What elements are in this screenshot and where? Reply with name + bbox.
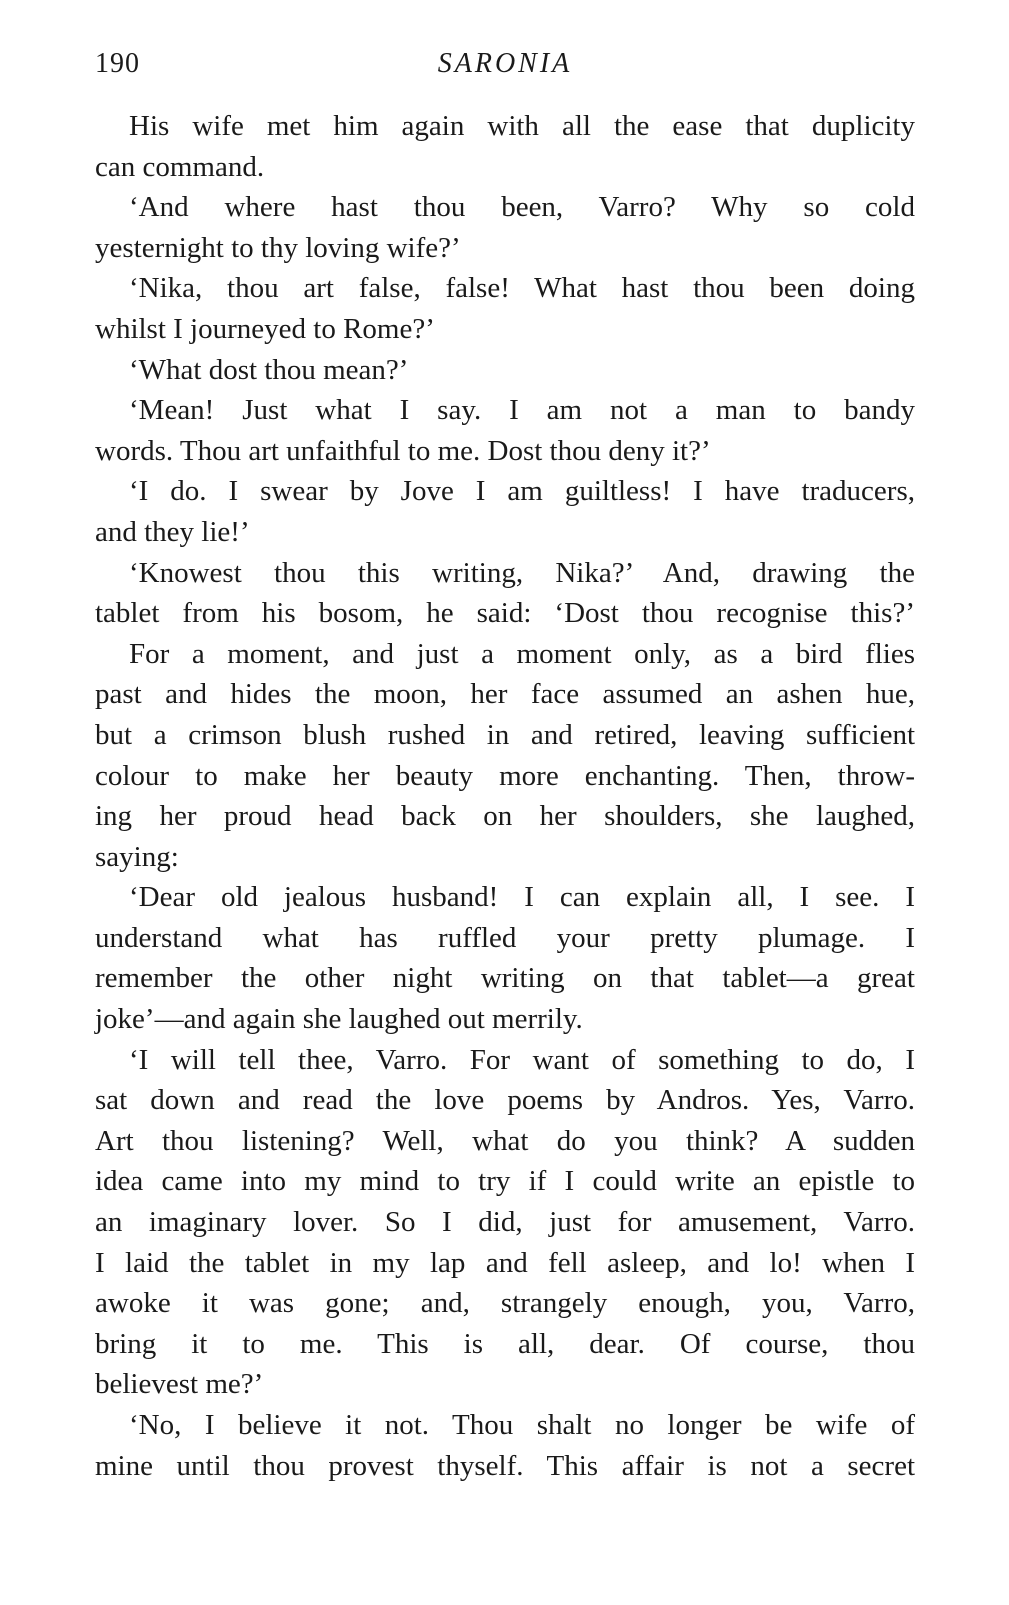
text-line: For a moment, and just a moment only, as a bird flies — [129, 637, 915, 670]
page-number: 190 — [95, 48, 140, 79]
text-line: whilst I journeyed to Rome?’ — [95, 312, 435, 345]
text-line: ‘And where hast thou been, Varro? Why so cold — [129, 191, 915, 224]
text-line: ‘Knowest thou this writing, Nika?’ And, drawing the — [129, 556, 915, 589]
text-line: understand what has ruffled your pretty plumage. I — [95, 921, 915, 954]
text-line: believest me?’ — [95, 1368, 264, 1401]
text-line: ‘Dear old jealous husband! I can explain all, I see. I — [129, 881, 915, 914]
text-line: mine until thou provest thyself. This affair is not a secret — [95, 1449, 915, 1482]
text-line: ‘Mean! Just what I say. I am not a man to bandy — [129, 394, 915, 427]
body-text — [95, 106, 915, 1486]
text-line: and they lie!’ — [95, 515, 250, 548]
text-line: ‘I will tell thee, Varro. For want of something to do, I — [129, 1043, 915, 1076]
text-line: yesternight to thy loving wife?’ — [95, 231, 461, 264]
text-line: but a crimson blush rushed in and retired, leaving sufficient — [95, 718, 915, 751]
running-title: SARONIA — [437, 48, 573, 79]
page-header — [95, 44, 915, 84]
text-line: joke’—and again she laughed out merrily. — [95, 1003, 583, 1036]
text-line: sat down and read the love poems by Andros. Yes, Varro. — [95, 1084, 915, 1117]
text-line: tablet from his bosom, he said: ‘Dost thou recognise this?’ — [95, 597, 915, 630]
text-line: colour to make her beauty more enchanting. Then, throw- — [95, 759, 915, 792]
text-line: bring it to me. This is all, dear. Of course, thou — [95, 1327, 915, 1360]
text-line: remember the other night writing on that tablet—a great — [95, 962, 915, 995]
text-line: His wife met him again with all the ease that duplicity — [129, 110, 915, 142]
text-line: can command. — [95, 150, 265, 183]
text-line: Art thou listening? Well, what do you think? A sudden — [95, 1124, 915, 1157]
text-line: ‘What dost thou mean?’ — [129, 353, 409, 386]
text-line: I laid the tablet in my lap and fell asleep, and lo! when I — [95, 1246, 915, 1279]
text-line: an imaginary lover. So I did, just for amusement, Varro. — [95, 1206, 915, 1239]
text-line: awoke it was gone; and, strangely enough, you, Varro, — [95, 1287, 915, 1320]
text-line: words. Thou art unfaithful to me. Dost thou deny it?’ — [95, 434, 711, 467]
text-line: ‘Nika, thou art false, false! What hast thou been doing — [129, 272, 915, 305]
text-line: ‘I do. I swear by Jove I am guiltless! I have traducers, — [129, 475, 915, 508]
text-line: ‘No, I believe it not. Thou shalt no longer be wife of — [129, 1409, 915, 1441]
text-line: idea came into my mind to try if I could write an epistle to — [95, 1165, 915, 1198]
text-line: saying: — [95, 840, 179, 873]
text-line: ing her proud head back on her shoulders, she laughed, — [95, 800, 915, 833]
text-line: past and hides the moon, her face assumed an ashen hue, — [95, 678, 915, 711]
